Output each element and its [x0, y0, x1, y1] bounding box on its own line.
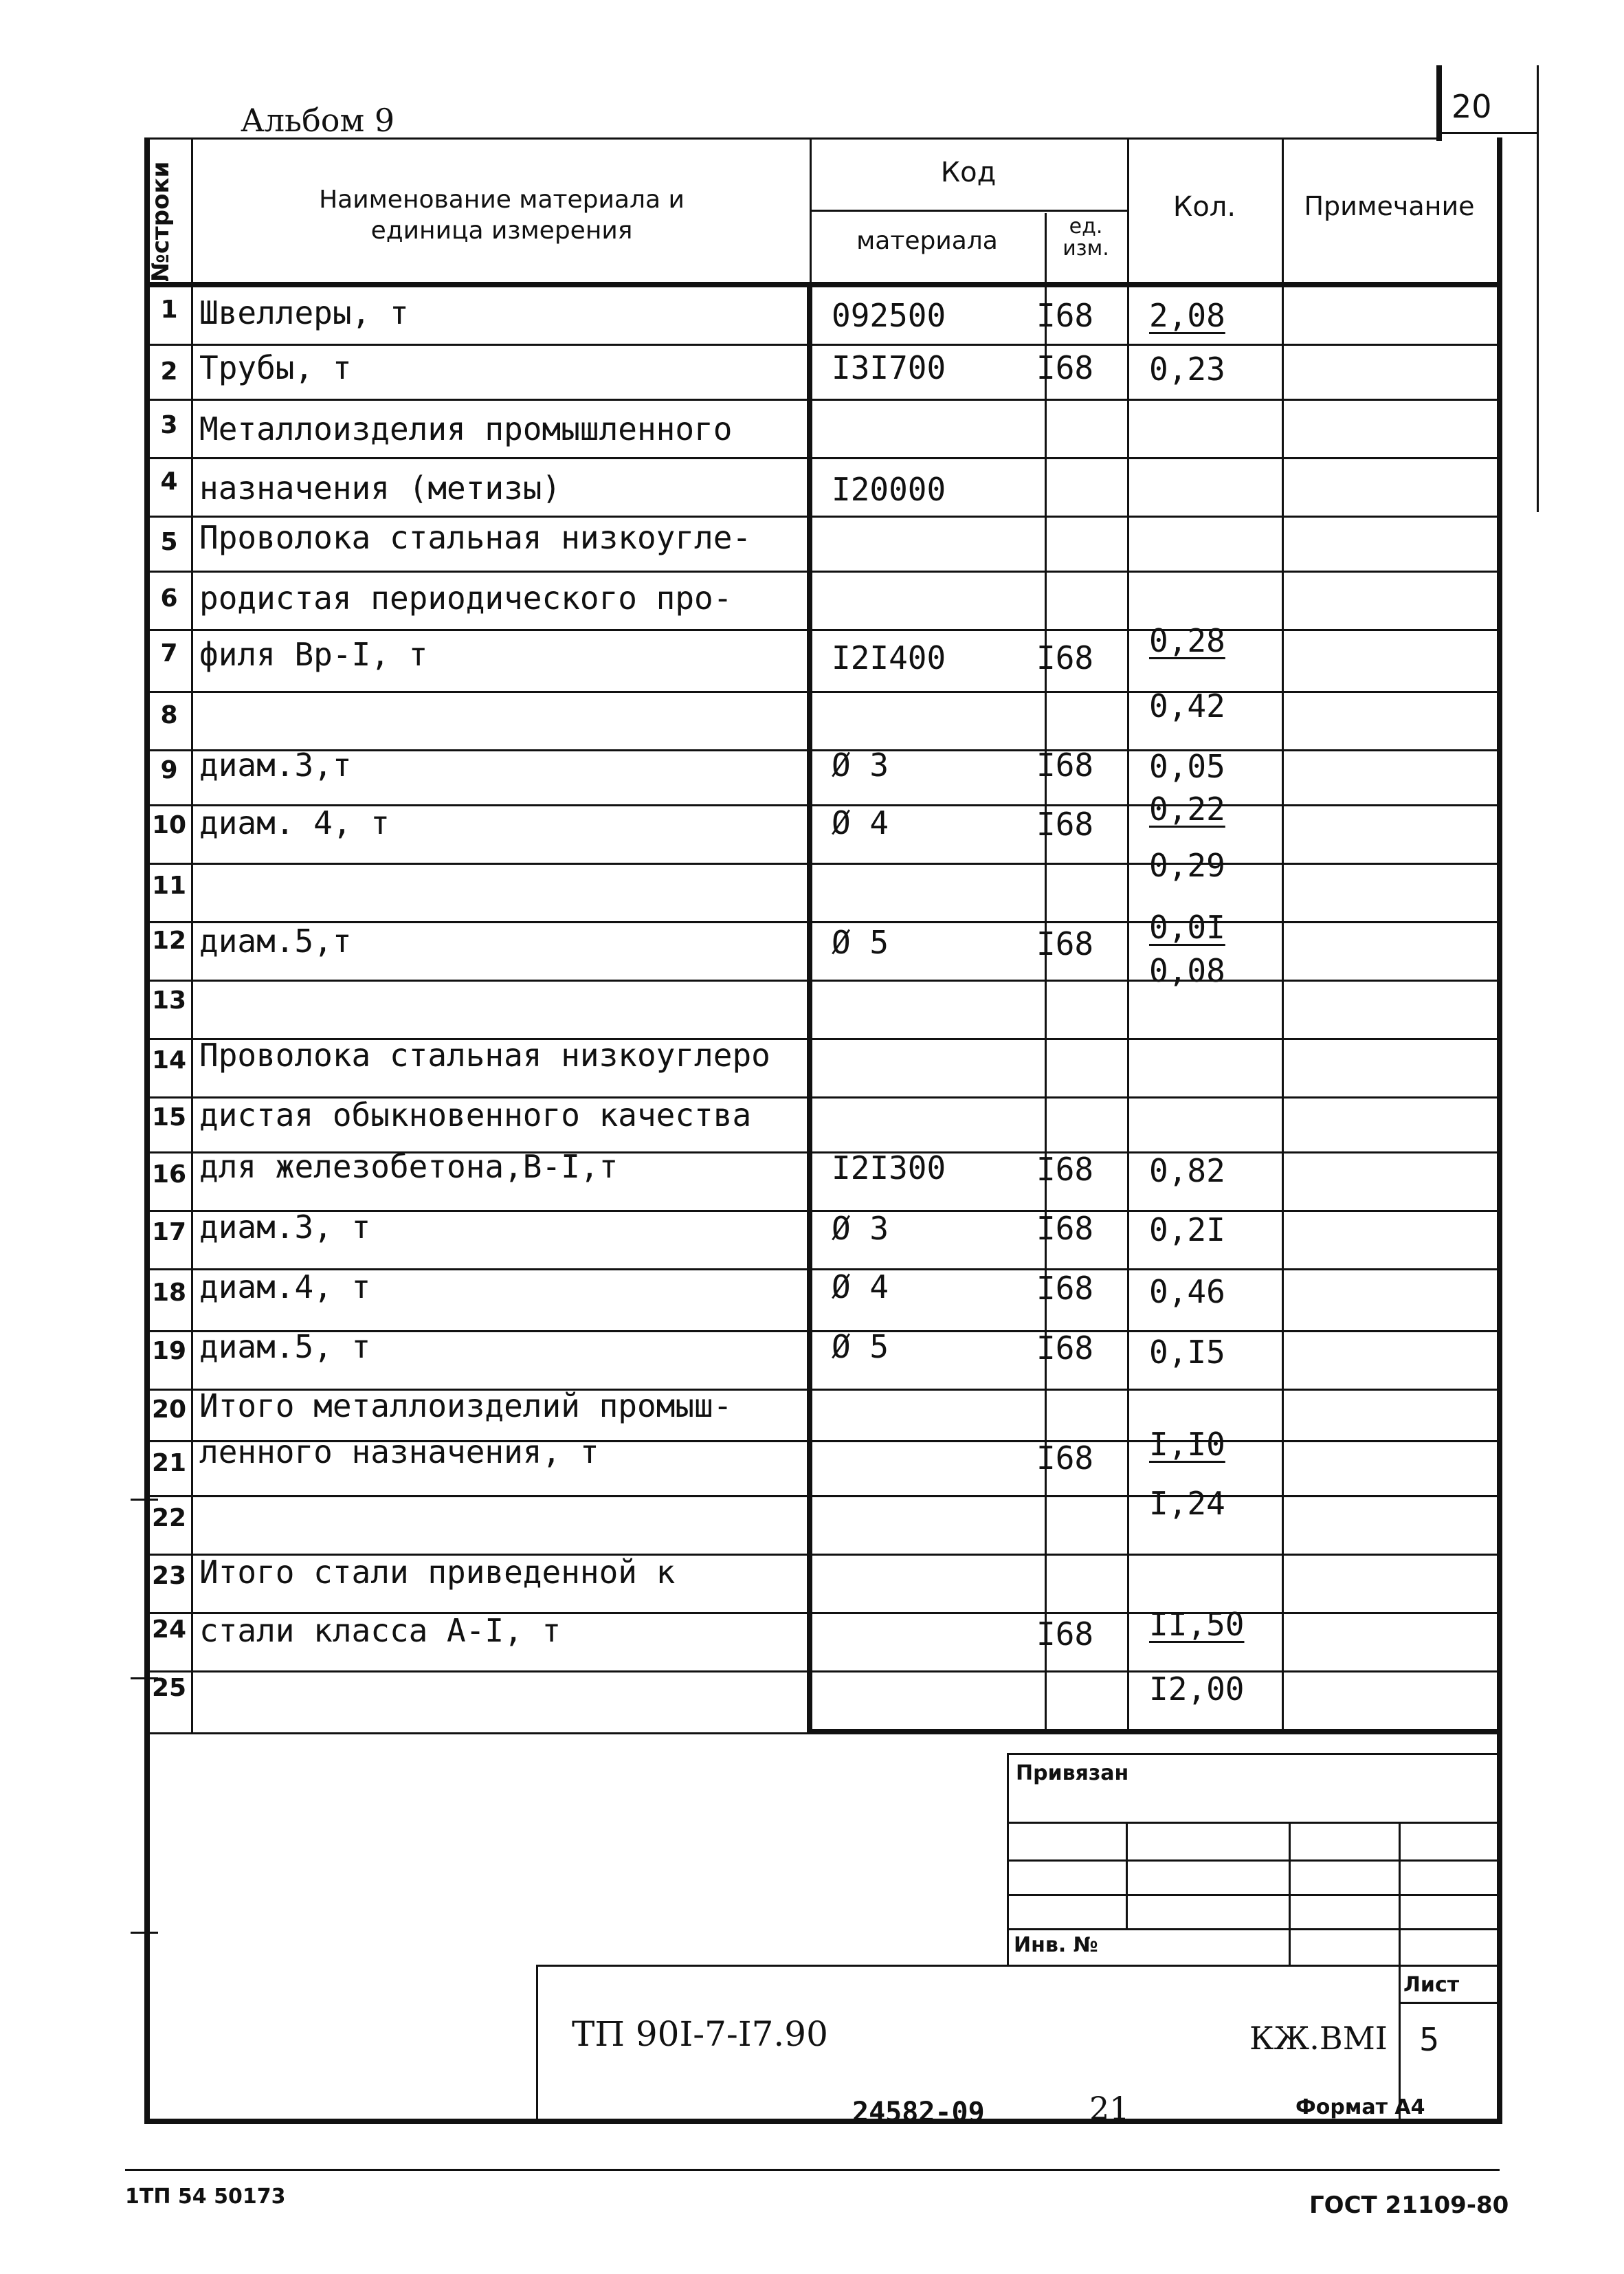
header-qty: Кол. [1172, 191, 1236, 223]
stamp-bound-label: Привязан [1016, 1761, 1129, 1785]
footer-number: 24582-09 [852, 2097, 985, 2128]
row-qty: 0,2I [1149, 1211, 1225, 1248]
row-unit: I68 [1036, 1615, 1094, 1653]
col-line-unit [1045, 213, 1047, 1732]
frame-bottom [144, 2119, 1502, 2124]
right-margin-line [1537, 65, 1539, 512]
row-qty: 0,29 [1149, 847, 1225, 884]
row-name: Проволока стальная низкоугле- [199, 519, 752, 556]
row-code: Ø 5 [832, 1328, 889, 1365]
margin-tick [131, 1499, 158, 1501]
stamp-grid-col [1399, 1822, 1401, 1966]
row-qty: 0,28 [1149, 622, 1225, 659]
col-line-rownum [191, 137, 193, 1732]
row-number: 25 [151, 1674, 187, 1702]
page-corner-number: 20 [1451, 88, 1492, 125]
title-block-left [536, 1965, 538, 2123]
row-number: 21 [151, 1449, 187, 1477]
row-qty: 2,08 [1149, 297, 1225, 334]
row-line [144, 399, 1497, 401]
data-box-bottom [807, 1729, 1497, 1734]
row-code: I3I700 [832, 349, 946, 386]
row-qty: 0,82 [1149, 1152, 1225, 1189]
row-line [144, 344, 1497, 346]
row-qty: I,24 [1149, 1485, 1225, 1522]
row-number: 9 [160, 756, 178, 784]
row-number: 12 [151, 927, 187, 955]
row-name: назначения (метизы) [199, 470, 561, 507]
album-title: Альбом 9 [241, 102, 395, 139]
doc-code: ТП 90I-7-I7.90 [572, 2014, 828, 2054]
corner-divider [1436, 65, 1442, 141]
frame-right [1497, 137, 1502, 2124]
header-row-no: №строки [147, 161, 175, 282]
row-name: дистая обыкновенного качества [199, 1096, 752, 1134]
row-code: Ø 3 [832, 747, 889, 784]
row-line [144, 629, 1497, 631]
title-block-top [536, 1965, 1497, 1967]
row-name: Трубы, т [199, 349, 352, 386]
row-line [144, 457, 1497, 459]
row-name: диам.5, т [199, 1328, 371, 1365]
row-unit: I68 [1036, 747, 1094, 784]
row-number: 19 [151, 1337, 187, 1365]
header-code-material: материала [856, 227, 998, 255]
row-line [144, 980, 1497, 982]
row-code: I2I400 [832, 639, 946, 676]
row-unit: I68 [1036, 925, 1094, 962]
row-name: диам.3, т [199, 1208, 371, 1246]
row-qty: 0,22 [1149, 791, 1225, 828]
row-code: Ø 3 [832, 1210, 889, 1247]
header-code-unit: ед. изм. [1063, 214, 1109, 261]
row-unit: I68 [1036, 1151, 1094, 1188]
col-line-note [1282, 137, 1284, 1732]
col-line-qty [1127, 137, 1129, 1732]
row-number: 11 [151, 872, 187, 900]
row-unit: I68 [1036, 806, 1094, 843]
row-name: Проволока стальная низкоуглеро [199, 1037, 770, 1074]
row-number: 24 [151, 1615, 187, 1644]
corner-rule [1436, 132, 1538, 134]
footer-rule [125, 2169, 1500, 2171]
sheet-number: 5 [1419, 2021, 1440, 2058]
row-line [144, 1495, 1497, 1497]
row-name: Швеллеры, т [199, 294, 409, 331]
row-qty: 0,0I [1149, 909, 1225, 946]
row-code: I20000 [832, 471, 946, 508]
row-name: стали класса А-I, т [199, 1612, 561, 1649]
row-number: 16 [151, 1160, 187, 1189]
row-line [144, 863, 1497, 865]
header-note: Примечание [1304, 191, 1475, 221]
footer-left-code: 1ТП 54 50173 [125, 2185, 286, 2209]
row-name: родистая периодического про- [199, 579, 733, 617]
row-unit: I68 [1036, 639, 1094, 676]
row-line [144, 1670, 1497, 1673]
row-line [144, 516, 1497, 518]
footer-gost: ГОСТ 21109-80 [1309, 2192, 1509, 2219]
row-number: 13 [151, 986, 187, 1015]
stamp-grid-line [1007, 1859, 1497, 1862]
frame-left [144, 137, 150, 2124]
row-qty: 0,42 [1149, 687, 1225, 725]
row-number: 14 [151, 1046, 187, 1074]
doc-mark: КЖ.ВМI [1249, 2020, 1388, 2057]
margin-tick [131, 1932, 158, 1934]
row-number: 18 [151, 1279, 187, 1307]
row-qty: II,50 [1149, 1606, 1245, 1643]
row-code: I2I300 [832, 1149, 946, 1186]
row-name: диам.4, т [199, 1268, 371, 1305]
row-qty: 0,I5 [1149, 1334, 1225, 1371]
row-number: 8 [160, 701, 178, 729]
row-number: 17 [151, 1218, 187, 1246]
row-unit: I68 [1036, 1439, 1094, 1477]
sheet-label: Лист [1403, 1973, 1460, 1997]
stamp-inv-label: Инв. № [1014, 1933, 1098, 1957]
row-qty: 0,08 [1149, 952, 1225, 989]
row-code: 092500 [832, 297, 946, 334]
row-number: 7 [160, 639, 178, 667]
row-name: диам.5,т [199, 923, 352, 960]
footer-format: Формат А4 [1295, 2095, 1425, 2119]
row-line [144, 571, 1497, 573]
row-unit: I68 [1036, 1329, 1094, 1367]
row-number: 1 [160, 296, 178, 324]
row-code: Ø 4 [832, 804, 889, 841]
row-number: 4 [160, 467, 178, 496]
row-qty: I,I0 [1149, 1426, 1225, 1463]
header-name: Наименование материала и единица измерения [319, 186, 685, 245]
row-unit: I68 [1036, 297, 1094, 334]
row-unit: I68 [1036, 1210, 1094, 1247]
data-box-left [807, 282, 812, 1732]
row-number: 6 [160, 584, 178, 612]
row-code: Ø 4 [832, 1268, 889, 1305]
stamp-grid-line [1007, 1822, 1497, 1824]
row-number: 2 [160, 357, 178, 386]
row-name: диам.3,т [199, 747, 352, 784]
row-line [144, 691, 1497, 693]
row-name: ленного назначения, т [199, 1433, 599, 1470]
row-number: 20 [151, 1395, 187, 1424]
row-name: Металлоизделия промышленного [199, 410, 733, 448]
row-number: 15 [151, 1103, 187, 1132]
row-number: 3 [160, 411, 178, 439]
row-name: Итого металлоизделий промыш- [199, 1387, 733, 1424]
row-number: 10 [151, 811, 187, 839]
row-number: 23 [151, 1562, 187, 1590]
row-qty: 0,23 [1149, 351, 1225, 388]
stamp-grid-line [1007, 1928, 1497, 1930]
row-unit: I68 [1036, 1270, 1094, 1307]
footer-page: 21 [1089, 2090, 1130, 2127]
stamp-bound-top [1007, 1753, 1497, 1755]
row-name: Итого стали приведенной к [199, 1554, 676, 1591]
stamp-grid-line [1007, 1894, 1497, 1896]
header-code-divider [810, 210, 1127, 212]
table-bottom-line [144, 1732, 810, 1734]
row-qty: 0,05 [1149, 748, 1225, 785]
row-name: для железобетона,В-I,т [199, 1148, 619, 1185]
stamp-grid-col [1126, 1822, 1128, 1928]
header-bottom-line [144, 282, 1497, 287]
row-number: 22 [151, 1504, 187, 1532]
row-name: диам. 4, т [199, 804, 390, 841]
row-qty: I2,00 [1149, 1670, 1245, 1708]
row-qty: 0,46 [1149, 1273, 1225, 1310]
header-code: Код [940, 157, 997, 188]
title-block-sheet-line [1399, 2002, 1497, 2004]
row-number: 5 [160, 528, 178, 556]
row-unit: I68 [1036, 349, 1094, 386]
row-code: Ø 5 [832, 924, 889, 961]
stamp-grid-col [1289, 1822, 1291, 1966]
row-name: филя Вр-I, т [199, 636, 428, 673]
frame-top [144, 137, 1436, 140]
